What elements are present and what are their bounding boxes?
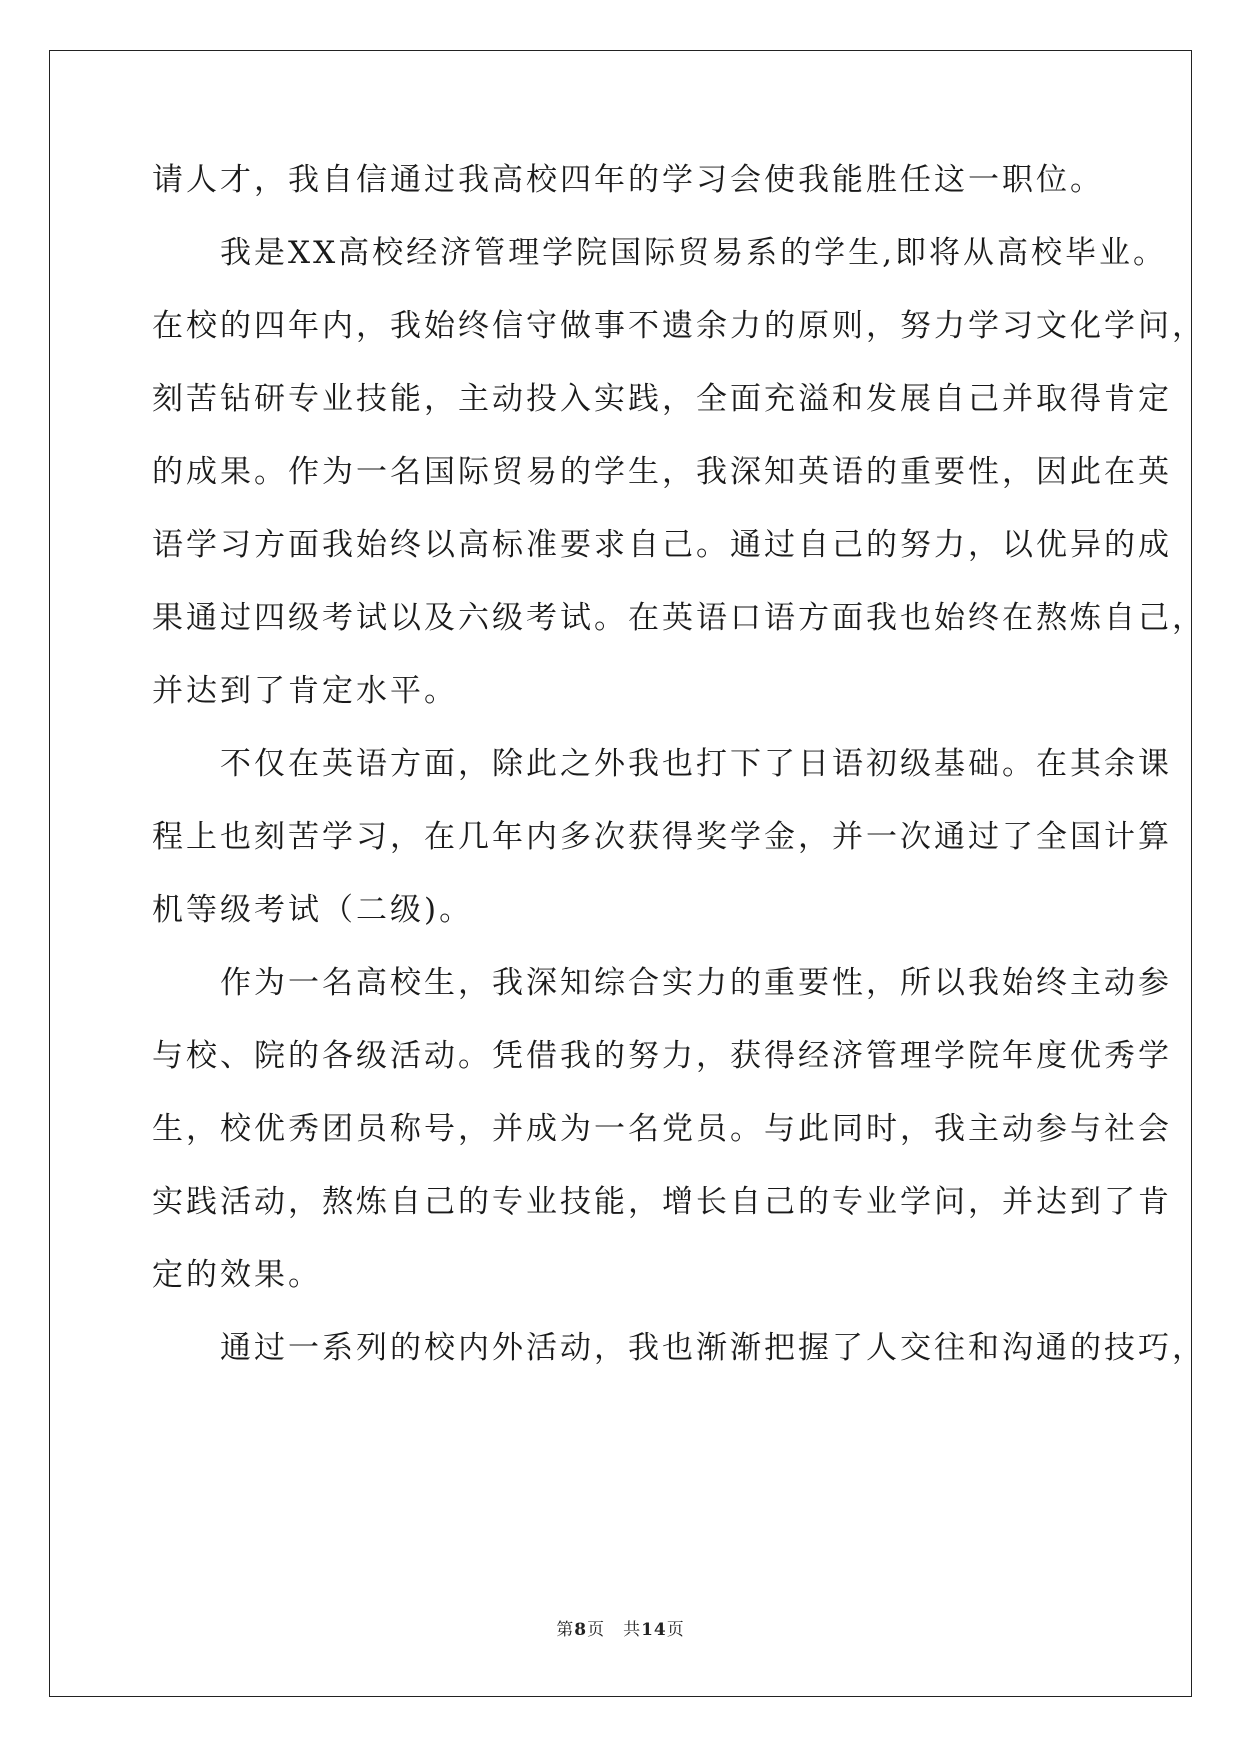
page-border: [49, 50, 1192, 1697]
text-line: 语学习方面我始终以高标准要求自己。通过自己的努力，以优异的成: [152, 527, 1172, 563]
text-line: 实践活动，熬炼自己的专业技能，增长自己的专业学问，并达到了肯: [152, 1184, 1172, 1220]
text-line: 在校的四年内，我始终信守做事不遗余力的原则，努力学习文化学问，: [152, 308, 1206, 344]
text-line: 不仅在英语方面，除此之外我也打下了日语初级基础。在其余课: [152, 746, 1172, 782]
text-line: 生，校优秀团员称号，并成为一名党员。与此同时，我主动参与社会: [152, 1111, 1172, 1147]
page-number: 8: [574, 1620, 588, 1640]
page-footer: [0, 1615, 1241, 1640]
text-line: 机等级考试（二级)。: [152, 892, 474, 928]
text-line: 与校、院的各级活动。凭借我的努力，获得经济管理学院年度优秀学: [152, 1038, 1172, 1074]
total-suffix: 页: [666, 1620, 685, 1640]
text-line: 刻苦钻研专业技能，主动投入实践，全面充溢和发展自己并取得肯定: [152, 381, 1172, 417]
text-line: 的成果。作为一名国际贸易的学生，我深知英语的重要性，因此在英: [152, 454, 1172, 490]
text-line: 果通过四级考试以及六级考试。在英语口语方面我也始终在熬炼自己，: [152, 600, 1206, 636]
total-prefix: 共: [623, 1620, 642, 1640]
text-line: 作为一名高校生，我深知综合实力的重要性，所以我始终主动参: [152, 965, 1172, 1001]
total-pages: 14: [641, 1620, 667, 1640]
text-line: 定的效果。: [152, 1257, 322, 1293]
text-line: 通过一系列的校内外活动，我也渐渐把握了人交往和沟通的技巧，: [152, 1330, 1206, 1366]
text-line: 程上也刻苦学习，在几年内多次获得奖学金，并一次通过了全国计算: [152, 819, 1172, 855]
page-prefix: 第: [556, 1620, 575, 1640]
text-line: 并达到了肯定水平。: [152, 673, 458, 709]
page-suffix: 页: [587, 1620, 606, 1640]
text-line: 我是XX高校经济管理学院国际贸易系的学生,即将从高校毕业。: [152, 235, 1167, 271]
text-line: 请人才，我自信通过我高校四年的学习会使我能胜任这一职位。: [152, 162, 1104, 198]
